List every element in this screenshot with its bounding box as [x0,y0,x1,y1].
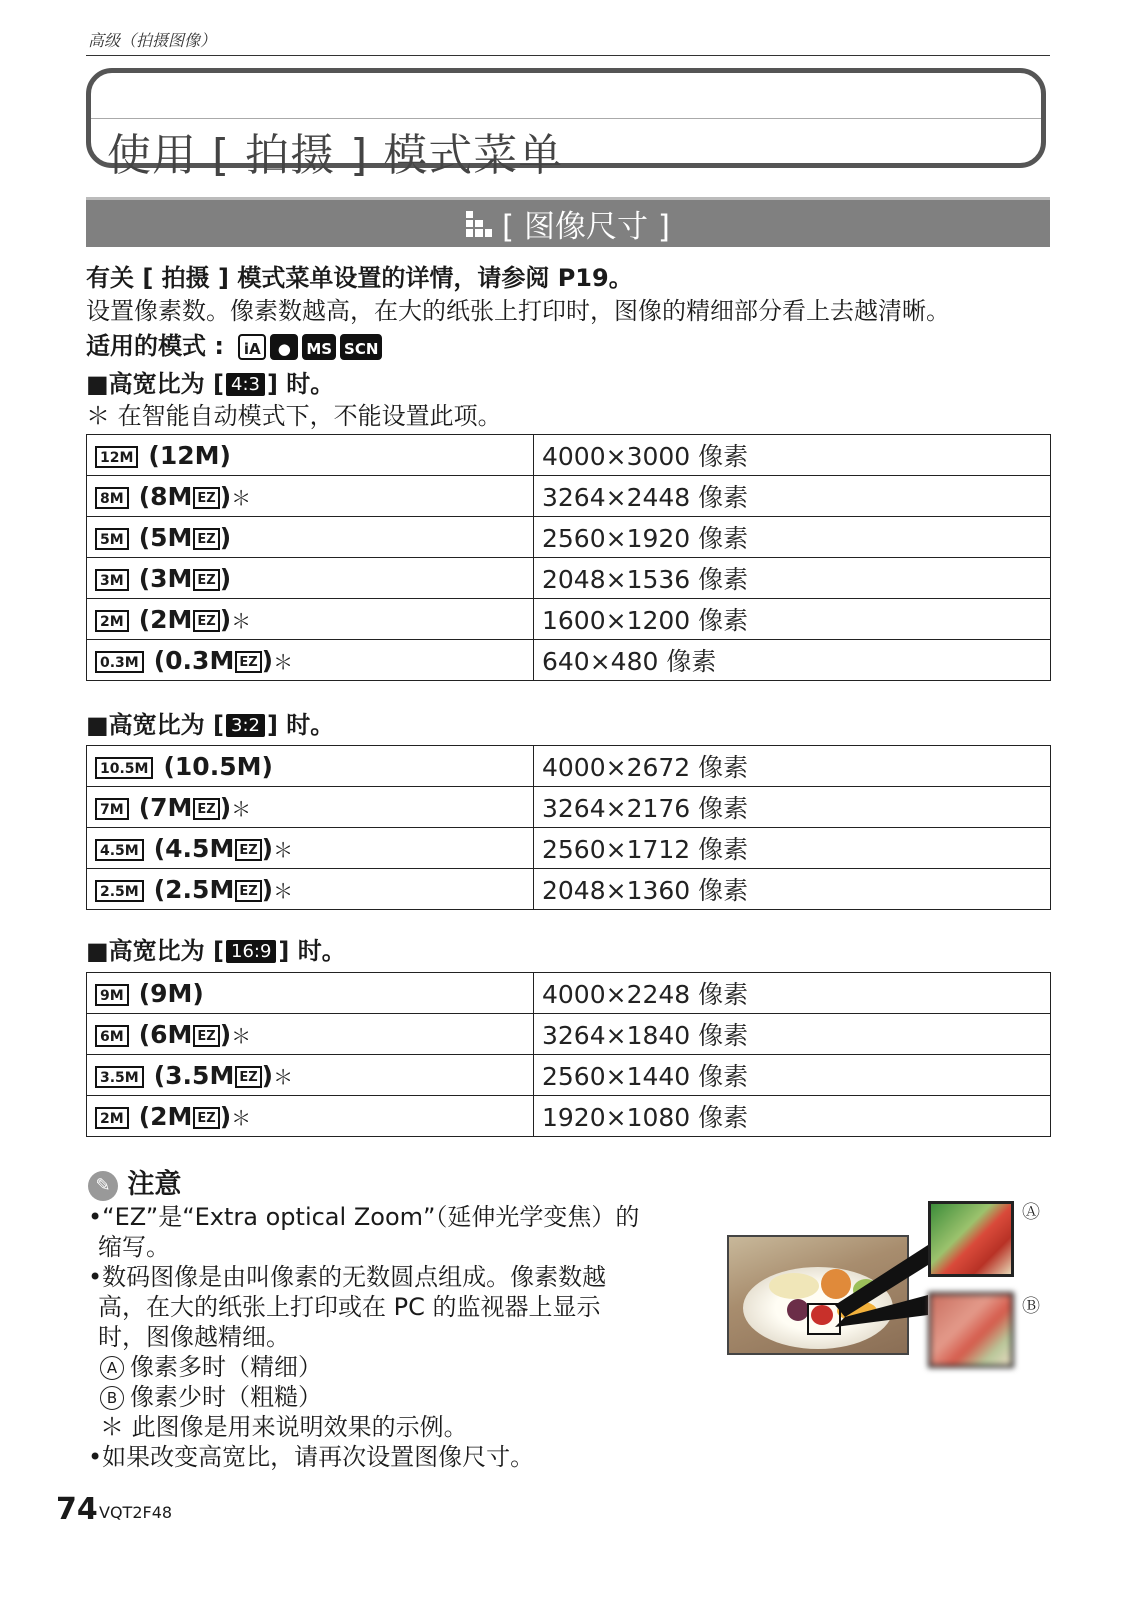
size-icon: 0.3M [95,651,144,673]
label-b-mark: B [100,1386,124,1410]
size-label: (2M [138,1101,193,1131]
size-name-cell [87,517,534,558]
size-row [87,435,1051,476]
heading-suffix: ] 时。 [266,711,335,739]
size-label: (2M [138,604,193,634]
size-icon: 7M [95,798,129,820]
size-icon: 5M [95,528,129,550]
size-row [87,1014,1051,1055]
modes-line [86,326,382,361]
ez-icon: EZ [235,839,261,861]
ez-icon: EZ [235,651,261,673]
aspect-badge: 4:3 [226,373,265,396]
resolution-cell: 2560×1712 像素 [534,828,1051,869]
close-paren: ) [261,1060,274,1090]
label-a-mark: A [100,1356,124,1380]
header-rule [86,55,1050,56]
group-heading-4-3 [86,364,334,399]
close-paren: ) [261,833,274,863]
asterisk-mark: ＊ [273,1064,294,1089]
size-icon: 8M [95,487,129,509]
heading-suffix: ] 时。 [278,937,346,965]
ez-icon: EZ [193,569,219,591]
ez-icon: EZ [193,798,219,820]
resolution-cell: 640×480 像素 [534,640,1051,681]
resolution-cell: 1600×1200 像素 [534,599,1051,640]
size-icon: 3.5M [95,1066,144,1088]
group-heading-3-2 [86,705,334,740]
zoom-detail-a [928,1201,1014,1277]
heading-suffix: ] 时。 [266,370,335,398]
resolution-cell: 4000×3000 像素 [534,435,1051,476]
ez-icon: EZ [193,1025,219,1047]
fruit-shape [787,1299,809,1321]
section-title: [ 图像尺寸 ] [502,209,670,245]
size-label: (8M [138,481,193,511]
note-last: •如果改变高宽比，请再次设置图像尺寸。 [88,1443,535,1471]
size-label: (0.3M [153,645,235,675]
close-paren: ) [261,645,274,675]
size-row [87,517,1051,558]
note-label-a [88,1352,718,1382]
intro-reference: 有关 [ 拍摄 ] 模式菜单设置的详情，请参阅 P19。 [86,264,633,292]
size-name-cell [87,1014,534,1055]
size-icon: 2.5M [95,880,144,902]
size-table-16-9 [86,972,1051,1137]
size-name-cell [87,558,534,599]
resolution-cell: 2560×1440 像素 [534,1055,1051,1096]
size-label: (3.5M [153,1060,235,1090]
notes-heading [88,1162,181,1201]
heading-prefix: ■高宽比为 [ [86,937,224,965]
resolution-cell: 2048×1360 像素 [534,869,1051,910]
zoom-lines [835,1235,935,1345]
close-paren: ) [219,792,232,822]
close-paren: ) [219,604,232,634]
size-icon: 2M [95,610,129,632]
group-footnote: ＊ 在智能自动模式下，不能设置此项。 [86,402,502,430]
fruit-shape [769,1273,819,1299]
size-row [87,1055,1051,1096]
size-row [87,869,1051,910]
note-line: 高，在大的纸张上打印或在 PC 的监视器上显示 [98,1293,601,1321]
size-row [87,973,1051,1014]
size-table-4-3 [86,434,1051,681]
note-line: 时，图像越精细。 [98,1323,290,1351]
size-icon: 4.5M [95,839,144,861]
size-name-cell [87,1055,534,1096]
figure-label-a: Ⓐ [1022,1202,1040,1223]
asterisk-mark: ＊ [231,485,252,510]
size-name-cell [87,435,534,476]
note-line: •“EZ”是“Extra optical Zoom”（延伸光学变焦）的 [88,1203,640,1231]
asterisk-mark: ＊ [273,837,294,862]
asterisk-mark: ＊ [231,1023,252,1048]
mode-icons [238,334,382,360]
close-paren: ) [219,1019,232,1049]
title-box [86,68,1046,181]
size-icon: 2M [95,1107,129,1129]
size-row [87,640,1051,681]
document-code: VQT2F48 [99,1503,173,1522]
size-label: (5M [138,522,193,552]
size-name-cell [87,476,534,517]
page-title: 使用 [ 拍摄 ] 模式菜单 [107,130,564,181]
figure-label-b: Ⓑ [1022,1296,1040,1317]
group-heading-16-9 [86,931,346,966]
mode-scn-icon: SCN [340,334,382,360]
size-label: (6M [138,1019,193,1049]
mode-camera-icon: ● [270,334,298,360]
heading-prefix: ■高宽比为 [ [86,370,224,398]
size-label: (4.5M [153,833,235,863]
note-line: 缩写。 [98,1233,170,1261]
size-label: (12M) [148,440,231,470]
size-label: (9M) [138,978,204,1008]
size-icon: 3M [95,569,129,591]
close-paren: ) [219,1101,232,1131]
size-row [87,746,1051,787]
label-a-text: 像素多时（精细） [130,1353,322,1381]
size-name-cell [87,973,534,1014]
size-label: (10.5M) [163,751,273,781]
asterisk-mark: ＊ [231,608,252,633]
ez-icon: EZ [193,528,219,550]
asterisk-mark: ＊ [273,649,294,674]
close-paren: ) [219,481,232,511]
resolution-cell: 3264×1840 像素 [534,1014,1051,1055]
size-row [87,787,1051,828]
note-example: ＊ 此图像是用来说明效果的示例。 [100,1413,468,1441]
close-paren: ) [219,563,232,593]
ez-icon: EZ [193,1107,219,1129]
size-icon: 6M [95,1025,129,1047]
note-label-b [88,1382,718,1412]
close-paren: ) [261,874,274,904]
mode-ms-icon: MS [302,334,336,360]
header-section-note: 高级（拍摄图像） [88,31,217,50]
size-name-cell [87,1096,534,1137]
pencil-note-icon: ✎ [88,1171,118,1201]
page-number: 74 [56,1492,98,1527]
resolution-cell: 3264×2176 像素 [534,787,1051,828]
size-row [87,1096,1051,1137]
mode-ia-icon: iA [238,334,266,360]
size-row [87,476,1051,517]
resolution-cell: 3264×2448 像素 [534,476,1051,517]
heading-prefix: ■高宽比为 [ [86,711,224,739]
size-name-cell [87,869,534,910]
resolution-cell: 4000×2672 像素 [534,746,1051,787]
resolution-cell: 4000×2248 像素 [534,973,1051,1014]
size-icon: 12M [95,446,138,468]
ez-icon: EZ [193,610,219,632]
resolution-cell: 1920×1080 像素 [534,1096,1051,1137]
ez-icon: EZ [235,1066,261,1088]
zoom-detail-b [928,1292,1014,1368]
asterisk-mark: ＊ [231,1105,252,1130]
aspect-badge: 16:9 [226,940,276,963]
size-row [87,599,1051,640]
size-name-cell [87,828,534,869]
size-row [87,558,1051,599]
size-label: (7M [138,792,193,822]
close-paren: ) [219,522,232,552]
asterisk-mark: ＊ [231,796,252,821]
intro-description: 设置像素数。像素数越高，在大的纸张上打印时，图像的精细部分看上去越清晰。 [86,297,950,325]
ez-icon: EZ [193,487,219,509]
image-size-icon [466,211,492,237]
notes-heading-text: 注意 [127,1169,182,1200]
asterisk-mark: ＊ [273,878,294,903]
size-name-cell [87,746,534,787]
section-bar [86,197,1050,247]
label-b-text: 像素少时（粗糙） [130,1383,322,1411]
size-icon: 9M [95,984,129,1006]
ez-icon: EZ [235,880,261,902]
notes-body [88,1202,718,1472]
modes-label: 适用的模式 : [86,332,224,360]
size-row [87,828,1051,869]
size-icon: 10.5M [95,757,153,779]
size-table-3-2 [86,745,1051,910]
size-name-cell [87,640,534,681]
size-label: (3M [138,563,193,593]
size-name-cell [87,787,534,828]
resolution-cell: 2560×1920 像素 [534,517,1051,558]
resolution-cell: 2048×1536 像素 [534,558,1051,599]
note-line: •数码图像是由叫像素的无数圆点组成。像素数越 [88,1263,607,1291]
aspect-badge: 3:2 [226,714,265,737]
size-label: (2.5M [153,874,235,904]
size-name-cell [87,599,534,640]
